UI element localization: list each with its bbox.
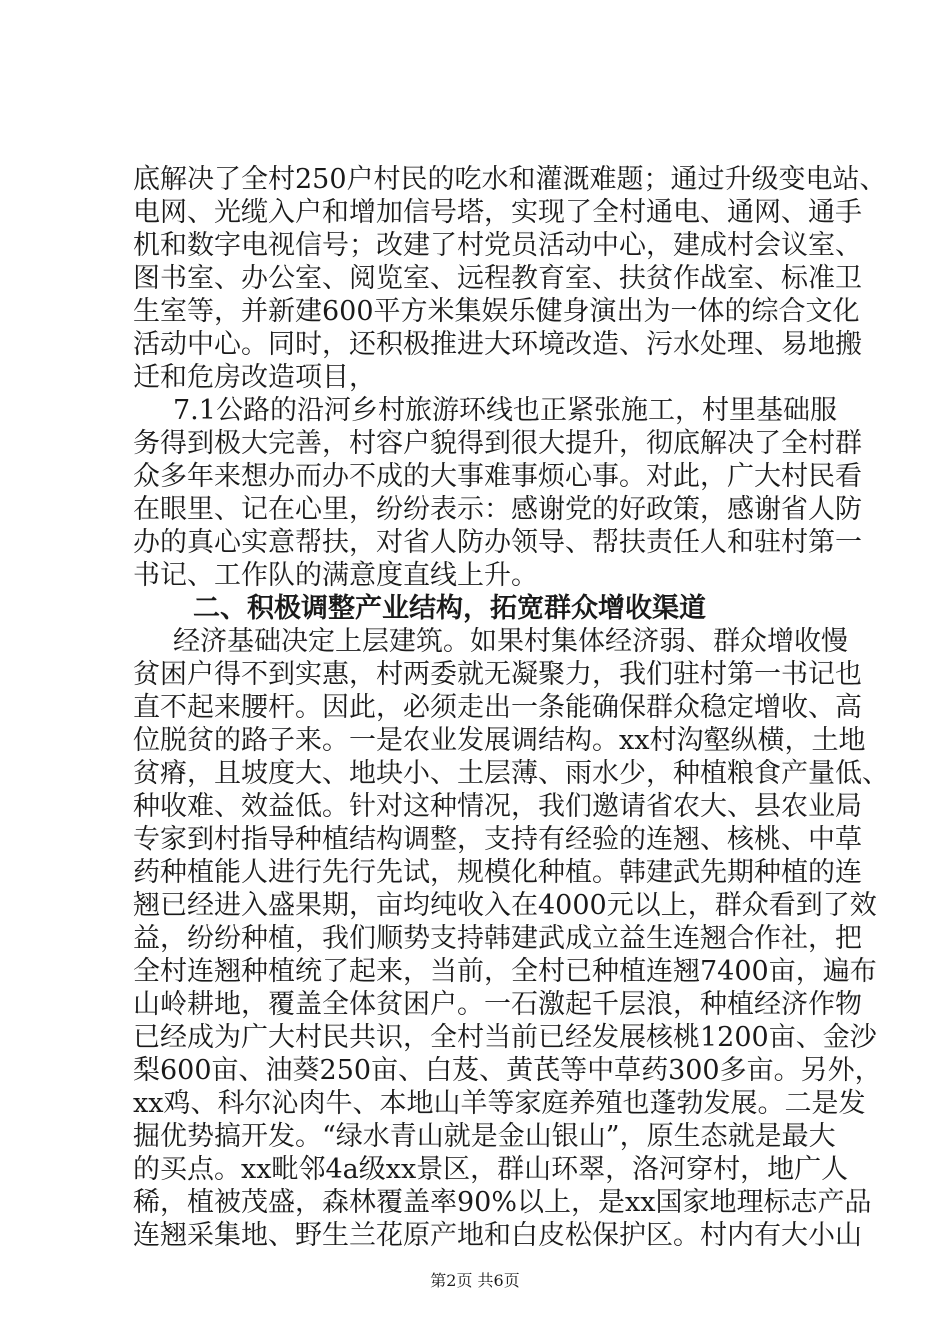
text-line: 众多年来想办而办不成的大事难事烦心事。对此，广大村民看 bbox=[133, 461, 862, 492]
text-line: 翘已经进入盛果期，亩均纯收入在4000元以上，群众看到了效 bbox=[133, 890, 877, 921]
text-line: 专家到村指导种植结构调整，支持有经验的连翘、核桃、中草 bbox=[133, 824, 862, 855]
text-line: 益，纷纷种植，我们顺势支持韩建武成立益生连翘合作社，把 bbox=[133, 923, 862, 954]
text-line: 直不起来腰杆。因此，必须走出一条能确保群众稳定增收、高 bbox=[133, 692, 862, 723]
text-line: 贫瘠，且坡度大、地块小、土层薄、雨水少，种植粮食产量低、 bbox=[133, 758, 889, 789]
text-line: 务得到极大完善，村容户貌得到很大提升，彻底解决了全村群 bbox=[133, 428, 862, 459]
text-line: 生室等，并新建600平方米集娱乐健身演出为一体的综合文化 bbox=[133, 296, 860, 327]
text-line: 的买点。xx毗邻4a级xx景区，群山环翠，洛河穿村，地广人 bbox=[133, 1154, 849, 1185]
text-line: 药种植能人进行先行先试，规模化种植。韩建武先期种植的连 bbox=[133, 857, 862, 888]
page-footer: 第2页 共6页 bbox=[430, 1271, 520, 1290]
document-body bbox=[133, 163, 889, 1252]
text-line: 稀，植被茂盛，森林覆盖率90%以上，是xx国家地理标志产品 bbox=[133, 1187, 872, 1218]
text-line: 经济基础决定上层建筑。如果村集体经济弱、群众增收慢 bbox=[173, 626, 848, 657]
text-line: xx鸡、科尔沁肉牛、本地山羊等家庭养殖也蓬勃发展。二是发 bbox=[133, 1088, 866, 1119]
text-line: 书记、工作队的满意度直线上升。 bbox=[133, 560, 538, 591]
text-line: 位脱贫的路子来。一是农业发展调结构。xx村沟壑纵横，土地 bbox=[133, 725, 866, 756]
text-line: 底解决了全村250户村民的吃水和灌溉难题；通过升级变电站、 bbox=[133, 164, 887, 195]
text-line: 已经成为广大村民共识，全村当前已经发展核桃1200亩、金沙 bbox=[133, 1022, 877, 1053]
text-line: 种收难、效益低。针对这种情况，我们邀请省农大、县农业局 bbox=[133, 791, 862, 822]
text-line: 办的真心实意帮扶，对省人防办领导、帮扶责任人和驻村第一 bbox=[133, 527, 862, 558]
text-line: 机和数字电视信号；改建了村党员活动中心，建成村会议室、 bbox=[133, 230, 862, 261]
text-line: 电网、光缆入户和增加信号塔，实现了全村通电、通网、通手 bbox=[133, 197, 862, 228]
text-line: 迁和危房改造项目， bbox=[133, 362, 376, 393]
text-line: 连翘采集地、野生兰花原产地和白皮松保护区。村内有大小山 bbox=[133, 1220, 862, 1251]
text-line: 活动中心。同时，还积极推进大环境改造、污水处理、易地搬 bbox=[133, 329, 862, 360]
section-heading: 二、积极调整产业结构，拓宽群众增收渠道 bbox=[193, 593, 706, 624]
text-line: 全村连翘种植统了起来，当前，全村已种植连翘7400亩，遍布 bbox=[133, 956, 877, 987]
text-line: 在眼里、记在心里，纷纷表示：感谢党的好政策，感谢省人防 bbox=[133, 494, 862, 525]
text-line: 贫困户得不到实惠，村两委就无凝聚力，我们驻村第一书记也 bbox=[133, 659, 862, 690]
text-line: 图书室、办公室、阅览室、远程教育室、扶贫作战室、标准卫 bbox=[133, 263, 862, 294]
text-line: 梨600亩、油葵250亩、白芨、黄芪等中草药300多亩。另外， bbox=[133, 1055, 882, 1086]
text-line: 7.1公路的沿河乡村旅游环线也正紧张施工，村里基础服 bbox=[173, 395, 837, 426]
text-line: 山岭耕地，覆盖全体贫困户。一石激起千层浪，种植经济作物 bbox=[133, 989, 862, 1020]
text-line: 掘优势搞开发。“绿水青山就是金山银山”，原生态就是最大 bbox=[133, 1121, 836, 1152]
